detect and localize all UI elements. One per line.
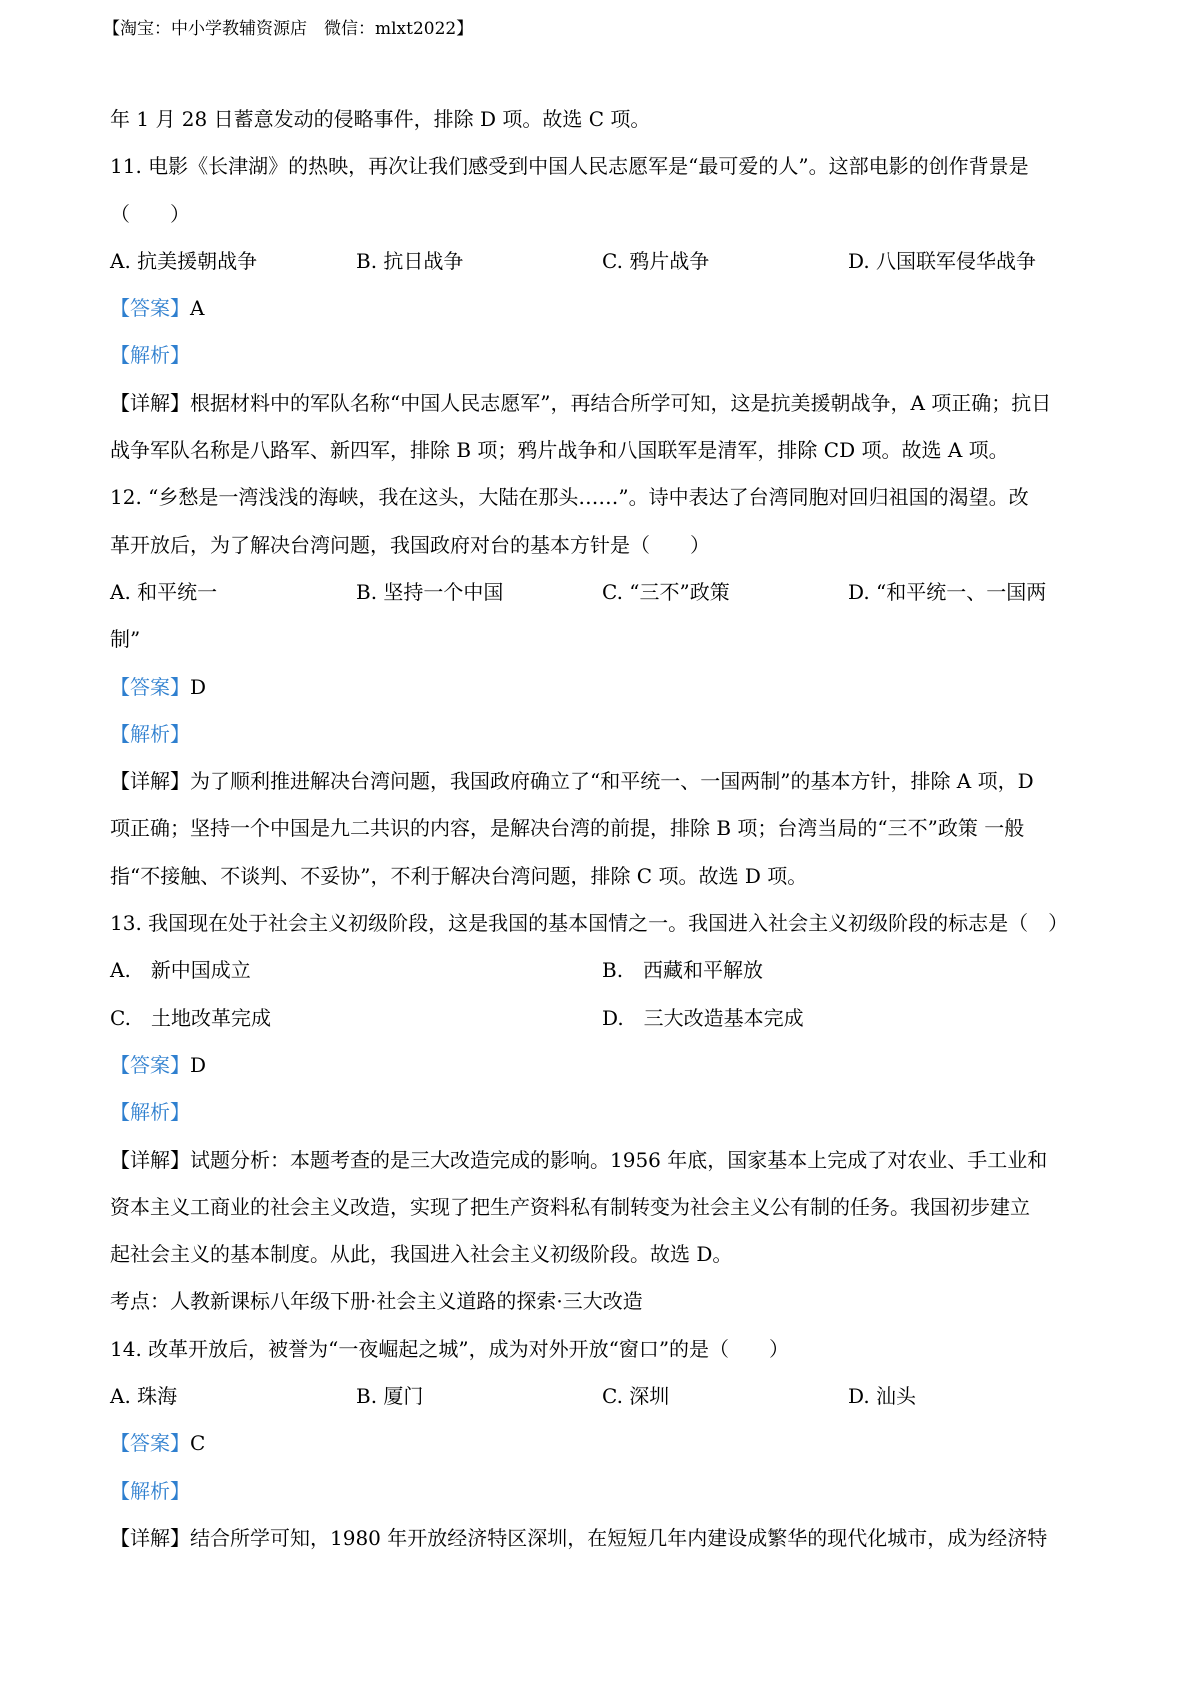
analysis-label: 【解析】 — [110, 343, 190, 368]
analysis-label: 【解析】 — [110, 1100, 190, 1125]
detail-line — [110, 1515, 1100, 1562]
answer-value: C — [190, 1431, 206, 1456]
answer-value: A — [190, 296, 205, 321]
question-stem: 革开放后，为了解决台湾问题，我国政府对台的基本方针是（ ） — [110, 532, 710, 557]
detail-label: 【详解】 — [110, 390, 190, 415]
answer-line — [110, 285, 1100, 332]
option-b: B. 抗日战争 — [356, 248, 464, 273]
detail-text: 结合所学可知，1980 年开放经济特区深圳，在短短几年内建设成繁华的现代化城市，成为经济特 — [190, 1525, 1048, 1550]
answer-line — [110, 1420, 1100, 1467]
analysis-label: 【解析】 — [110, 1478, 190, 1503]
detail-text: 指“不接触、不谈判、不妥协”，不利于解决台湾问题，排除 C 项。故选 D 项。 — [110, 863, 808, 888]
option-d: D. 三大改造基本完成 — [602, 1005, 804, 1030]
option-d: D. 汕头 — [848, 1384, 917, 1409]
option-a: A. 新中国成立 — [110, 958, 251, 983]
option-c: C. “三不”政策 — [602, 579, 730, 604]
detail-text: 试题分析：本题考查的是三大改造完成的影响。1956 年底，国家基本上完成了对农业、手工业和 — [190, 1147, 1048, 1172]
answer-line — [110, 664, 1100, 711]
option-c: C. 深圳 — [602, 1384, 670, 1409]
detail-label: 【详解】 — [110, 1147, 190, 1172]
detail-line — [110, 758, 1100, 805]
question-13 — [110, 900, 1100, 1326]
detail-text: 项正确；坚持一个中国是九二共识的内容，是解决台湾的前提，排除 B 项；台湾当局的“三不”政策 一般 — [110, 816, 1025, 841]
page-header: 【淘宝：中小学教辅资源店 微信：mlxt2022】 — [103, 19, 474, 39]
detail-text: 资本主义工商业的社会主义改造，实现了把生产资料私有制转变为社会主义公有制的任务。我国初步建立 — [110, 1194, 1030, 1219]
options-row — [110, 569, 1100, 616]
options-row — [110, 947, 1100, 994]
detail-text: 起社会主义的基本制度。从此，我国进入社会主义初级阶段。故选 D。 — [110, 1242, 733, 1267]
detail-label: 【详解】 — [110, 769, 190, 794]
answer-label: 【答案】 — [110, 1431, 190, 1456]
option-b: B. 西藏和平解放 — [602, 958, 764, 983]
option-d-wrap: 制” — [110, 627, 141, 652]
document-body — [110, 96, 1100, 1562]
question-stem: 11. 电影《长津湖》的热映，再次让我们感受到中国人民志愿军是“最可爱的人”。这部电影的创作背景是 — [110, 154, 1029, 179]
option-a: A. 和平统一 — [110, 579, 218, 604]
question-14 — [110, 1326, 1100, 1562]
option-b: B. 厦门 — [356, 1384, 424, 1409]
option-c: C. 鸦片战争 — [602, 248, 710, 273]
detail-line — [110, 1137, 1100, 1184]
answer-label: 【答案】 — [110, 296, 190, 321]
option-a: A. 珠海 — [110, 1384, 178, 1409]
answer-line — [110, 1042, 1100, 1089]
exam-point-note: 考点：人教新课标八年级下册·社会主义道路的探索·三大改造 — [110, 1289, 643, 1314]
detail-line — [110, 380, 1100, 427]
answer-value: D — [190, 1052, 207, 1077]
option-a: A. 抗美援朝战争 — [110, 248, 258, 273]
question-stem: 14. 改革开放后，被誉为“一夜崛起之城”，成为对外开放“窗口”的是（ ） — [110, 1336, 790, 1361]
options-row — [110, 995, 1100, 1042]
answer-label: 【答案】 — [110, 1052, 190, 1077]
options-row — [110, 238, 1100, 285]
options-row — [110, 1373, 1100, 1420]
answer-label: 【答案】 — [110, 674, 190, 699]
answer-value: D — [190, 674, 207, 699]
detail-text: 为了顺利推进解决台湾问题，我国政府确立了“和平统一、一国两制”的基本方针，排除 A 项，D — [190, 769, 1034, 794]
option-b: B. 坚持一个中国 — [356, 579, 504, 604]
continued-text: 年 1 月 28 日蓄意发动的侵略事件，排除 D 项。故选 C 项。 — [110, 107, 651, 131]
detail-text: 战争军队名称是八路军、新四军，排除 B 项；鸦片战争和八国联军是清军，排除 CD 项。故选 A 项。 — [110, 438, 1009, 463]
detail-text: 根据材料中的军队名称“中国人民志愿军”，再结合所学可知，这是抗美援朝战争，A 项正确；抗日 — [190, 390, 1052, 415]
question-stem: 12. “乡愁是一湾浅浅的海峡，我在这头，大陆在那头……”。诗中表达了台湾同胞对回归祖国的渴望。改 — [110, 485, 1029, 510]
question-12 — [110, 474, 1100, 900]
analysis-label: 【解析】 — [110, 721, 190, 746]
option-c: C. 土地改革完成 — [110, 1005, 271, 1030]
detail-label: 【详解】 — [110, 1525, 190, 1550]
question-11 — [110, 143, 1100, 474]
question-stem: （ ） — [110, 201, 190, 226]
question-stem: 13. 我国现在处于社会主义初级阶段，这是我国的基本国情之一。我国进入社会主义初级阶段的标志是（ ） — [110, 911, 1069, 936]
option-d: D. 八国联军侵华战争 — [848, 248, 1037, 273]
option-d: D. “和平统一、一国两 — [848, 579, 1047, 604]
